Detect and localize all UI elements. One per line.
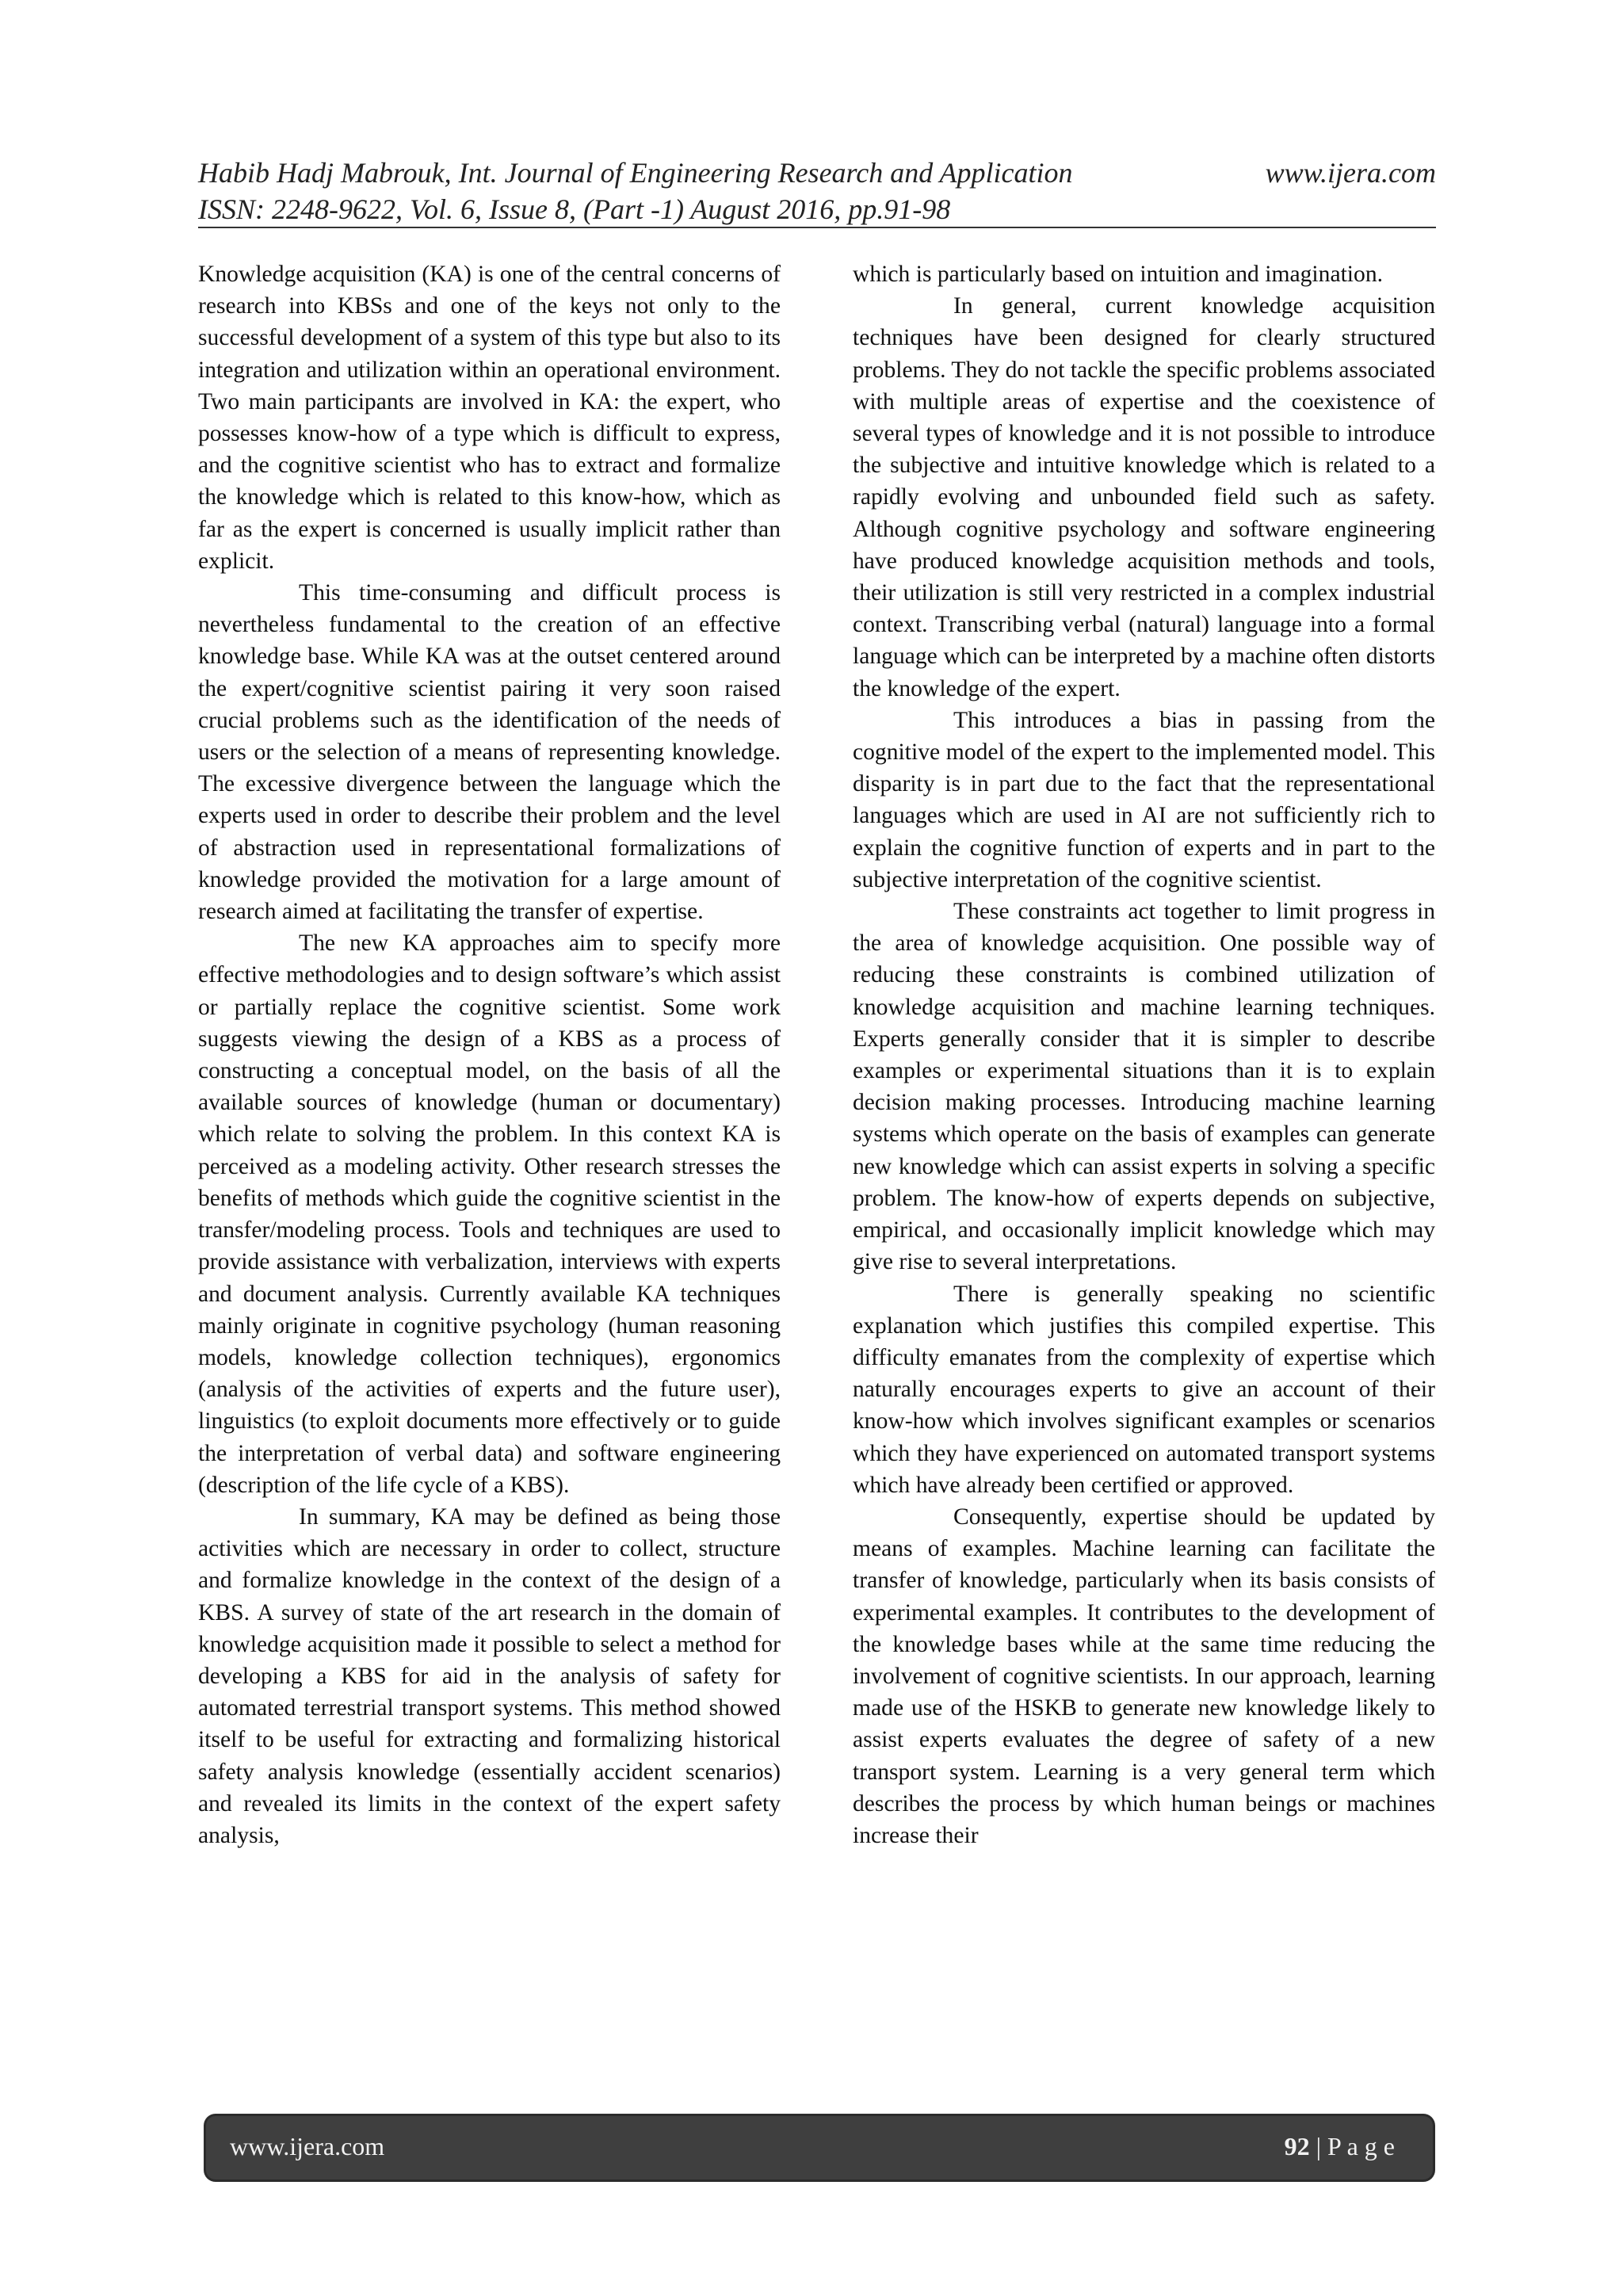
footer-website: www.ijera.com [230,2132,385,2160]
running-header [198,155,1436,227]
header-line-1 [198,155,1436,192]
paragraph: Consequently, expertise should be updated by means of examples. Machine learning can facilitate the transfer of knowledge, particularly when its basis consists of experimental examples. It contributes to the development of the knowledge bases while at the same time reducing the involvement of cognitive scientists. In our approach, learning made use of the HSKB to generate new knowledge likely to assist experts evaluates the degree of safety of a new transport system. Learning is a very general term which describes the process by which human beings or machines increase their [853,1503,1435,1848]
paragraph: This time-consuming and difficult process is nevertheless fundamental to the creation of an effective knowledge base. While KA was at the outset centered around the expert/cognitive scientist pairing it very soon raised crucial problems such as the identification of the needs of users or the selection of a means of representing knowledge. The excessive divergence between the language which the experts used in order to describe their problem and the level of abstraction used in representational formalizations of knowledge provided the motivation for a large amount of research aimed at facilitating the transfer of expertise. [198,580,781,925]
page-label: | P a g e [1309,2132,1395,2160]
paragraph: In summary, KA may be defined as being those activities which are necessary in order to collect, structure and formalize knowledge in the context of the design of a KBS. A survey of state of the art research in the domain of knowledge acquisition made it possible to select a method for developing a KBS for aid in the analysis of safety for automated terrestrial transport systems. This method showed itself to be useful for extracting and formalizing historical safety analysis knowledge (essentially accident scenarios) and revealed its limits in the context of the expert safety analysis, [198,1503,781,1848]
page-number-value: 92 [1284,2132,1310,2160]
page-footer [206,2116,1433,2179]
paragraph: These constraints act together to limit progress in the area of knowledge acquisition. One possible way of reducing these constraints is combined utilization of knowledge acquisition and machine learning techniques. Experts generally consider that it is simpler to describe examples or experimental situations than it is to explain decision making processes. Introducing machine learning systems which operate on the basis of examples can generate new knowledge which can assist experts in solving a specific problem. The know-how of experts depends on subjective, empirical, and occasionally implicit knowledge which may give rise to several interpretations. [853,899,1435,1275]
right-column [853,258,1435,1851]
paragraph: In general, current knowledge acquisition techniques have been designed for clearly structured problems. They do not tackle the specific problems associated with multiple areas of expertise and the coexistence of several types of knowledge and it is not possible to introduce the subjective and intuitive knowledge which is related to a rapidly evolving and unbounded field such as safety. Although cognitive psychology and software engineering have produced knowledge acquisition methods and tools, their utilization is still very restricted in a complex industrial context. Transcribing verbal (natural) language into a formal language which can be interpreted by a machine often distorts the knowledge of the expert. [853,293,1435,701]
paragraph: There is generally speaking no scientific explanation which justifies this compiled expertise. This difficulty emanates from the complexity of expertise which naturally encourages experts to give an account of their know-how which involves significant examples or scenarios which they have experienced on automated transport systems which have already been certified or approved. [853,1281,1435,1498]
paragraph: which is particularly based on intuition and imagination. [853,262,1384,287]
paragraph: Knowledge acquisition (KA) is one of the central concerns of research into KBSs and one of the keys not only to the successful development of a system of this type but also to its integration and utilization within an operational environment. Two main participants are involved in KA: the expert, who possesses know-how of a type which is difficult to express, and the cognitive scientist who has to extract and formalize the knowledge which is related to this know-how, which as far as the expert is concerned is usually implicit rather than explicit. [198,262,781,574]
header-website: www.ijera.com [1265,157,1436,189]
page-number [1285,2132,1395,2161]
paragraph: The new KA approaches aim to specify more effective methodologies and to design software’s which assist or partially replace the cognitive scientist. Some work suggests viewing the design of a KBS as a process of constructing a conceptual model, on the basis of all the available sources of knowledge (human or documentary) which relate to solving the problem. In this context KA is perceived as a modeling activity. Other research stresses the benefits of methods which guide the cognitive scientist in the transfer/modeling process. Tools and techniques are used to provide assistance with verbalization, interviews with experts and document analysis. Currently available KA techniques mainly originate in cognitive psychology (human reasoning models, knowledge collection techniques), ergonomics (analysis of the activities of experts and the future user), linguistics (to exploit documents more effectively or to guide the interpretation of verbal data) and software engineering (description of the life cycle of a KBS). [198,930,781,1498]
left-column [198,258,781,1851]
header-divider [198,227,1436,228]
header-issue-line: ISSN: 2248-9622, Vol. 6, Issue 8, (Part -1) August 2016, pp.91-98 [198,193,951,225]
paragraph: This introduces a bias in passing from the cognitive model of the expert to the implemented model. This disparity is in part due to the fact that the representational languages which are used in AI are not sufficiently rich to explain the cognitive function of experts and in part to the subjective interpretation of the cognitive scientist. [853,707,1435,892]
header-citation: Habib Hadj Mabrouk, Int. Journal of Engineering Research and Application [198,157,1073,189]
